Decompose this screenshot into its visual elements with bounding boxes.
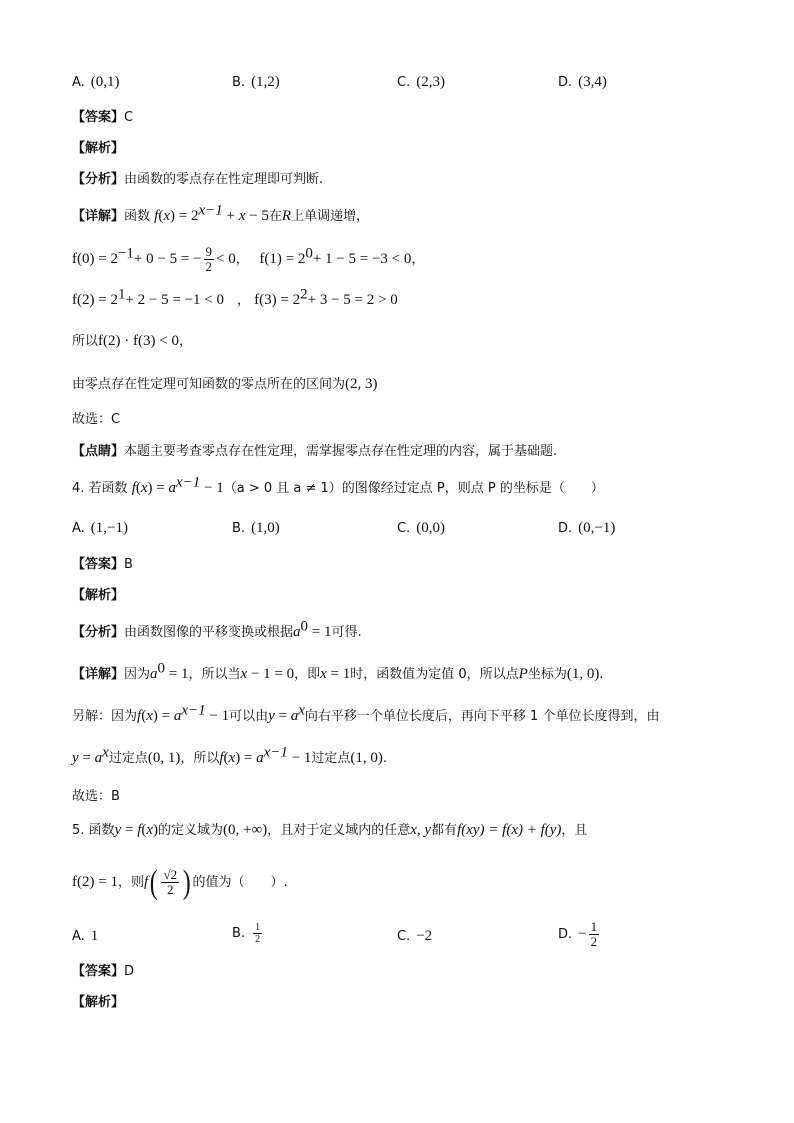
formula-part: − 5	[245, 208, 269, 224]
text: 由零点存在性定理可知函数的零点所在的区间为	[72, 377, 346, 392]
q4-alt-line2: $y = a^x$过定点(0, 1)，所以$f(x) = a^{x-1} - 1$过定点(1, 0).	[72, 744, 388, 766]
exponent: 0	[305, 245, 313, 262]
answer-tag: 【答案】	[72, 557, 125, 572]
formula-part: (	[223, 750, 229, 766]
option-label: A.	[72, 929, 85, 944]
fenxi-tag: 【分析】	[72, 172, 125, 187]
formula-part: = 1	[308, 624, 332, 640]
fenxi-tag: 【分析】	[72, 625, 125, 640]
formula-part: x	[240, 666, 248, 682]
option-value: 1	[90, 928, 99, 944]
option-value: (1,2)	[251, 74, 280, 90]
fraction	[161, 868, 179, 897]
q3-guxuan: 故选：C	[72, 412, 121, 427]
formula-part: f	[137, 822, 142, 838]
text: 另解：因为	[72, 709, 138, 724]
q5-option-b	[232, 920, 264, 948]
formula-part: x	[163, 208, 171, 224]
exponent: x	[298, 702, 305, 719]
q4-option-c	[397, 518, 445, 539]
formula-part: (	[158, 208, 164, 224]
dianjing-text: 本题主要考查零点存在性定理，需掌握零点存在性定理的内容，属于基础题.	[124, 444, 558, 459]
interval: (2, 3)	[345, 376, 378, 392]
formula-part: +	[222, 208, 239, 224]
exponent: 2	[300, 286, 308, 303]
formula-part: y	[72, 750, 79, 766]
formula-part: − 1 = 0	[247, 666, 295, 682]
option-label: A.	[72, 75, 85, 90]
formula-part: − 1	[200, 480, 224, 496]
formula-part: x	[228, 750, 236, 766]
option-label: B.	[232, 926, 246, 941]
fenxi-text: 由函数的零点存在性定理即可判断.	[124, 172, 324, 187]
formula-part: = 1	[326, 666, 351, 682]
q5-option-a	[72, 926, 98, 947]
formula-part: a	[293, 624, 301, 640]
formula-part: y	[114, 822, 122, 838]
formula-part: x	[146, 708, 153, 724]
answer-tag: 【答案】	[72, 110, 125, 125]
option-label: B.	[232, 521, 246, 536]
text: 所以	[72, 334, 99, 349]
text: 向右平移一个单位长度后，再向下平移 1 个单位长度得到，由	[304, 709, 660, 724]
exponent: x	[102, 744, 109, 761]
point-coords: (0, 1)	[147, 750, 181, 766]
formula-part: − 1	[287, 750, 312, 766]
formula-part: f(2) = 1	[72, 874, 118, 890]
point-coords: (1, 0)	[350, 750, 383, 766]
answer-value: D	[124, 964, 135, 979]
minus-sign: −	[578, 926, 587, 942]
q4-answer	[72, 555, 133, 575]
formula-part: (	[135, 480, 141, 496]
stem-text: 的值为（ ）.	[192, 875, 288, 890]
stem-text: ，且对于定义域内的任意	[267, 823, 411, 838]
option-value: (1,−1)	[90, 520, 128, 536]
formula-part: a	[94, 750, 103, 766]
option-value: (0,−1)	[578, 520, 616, 536]
denominator: 2	[167, 882, 174, 897]
stem-text: 5. 函数	[72, 823, 115, 838]
text: 上单调递增，	[291, 209, 370, 224]
formula-part: − 1	[205, 708, 230, 724]
formula-part: x	[238, 208, 246, 224]
exponent: 1	[117, 286, 126, 303]
stem-text: 都有	[431, 823, 458, 838]
exponent: x−1	[176, 474, 201, 491]
domain-interval: (0, +∞)	[223, 822, 268, 838]
option-value: (1,0)	[251, 520, 280, 536]
text: 由函数图像的平移变换或根据	[124, 625, 294, 640]
option-label: D.	[558, 75, 573, 90]
q3-answer	[72, 108, 133, 128]
answer-value: C	[124, 110, 134, 125]
q4-option-d	[558, 518, 615, 539]
formula-part: f	[137, 708, 142, 724]
q4-option-b	[232, 518, 280, 539]
q3-option-c	[397, 72, 445, 93]
stem-text: 的定义域为	[158, 823, 224, 838]
answer-tag: 【答案】	[72, 964, 125, 979]
paren: )	[182, 863, 191, 901]
stem-text: ，则	[117, 875, 144, 890]
formula-part: ) =	[235, 750, 257, 766]
exponent: x−1	[198, 202, 223, 219]
paren: (	[149, 863, 158, 901]
q4-xiangjie: 【详解】因为$a^0 = 1$，所以当x − 1 = 0，即x = 1时，函数值为定值 0，所以点P坐标为(1, 0).	[72, 660, 604, 682]
formula-part: a	[256, 750, 264, 766]
text: 在	[268, 209, 282, 224]
exponent: x−1	[263, 744, 288, 761]
text: ，所以	[180, 751, 220, 766]
q4-alt-line1	[72, 702, 660, 727]
exponent: −1	[117, 245, 134, 262]
q5-analysis-tag: 【解析】	[72, 995, 125, 1010]
q5-answer	[72, 962, 134, 982]
function-formula: f	[154, 208, 159, 224]
formula-part: = 1	[165, 666, 189, 682]
formula-part: f(0) = 2	[72, 251, 118, 267]
q3-fenxi	[72, 170, 323, 190]
formula-part: =	[78, 750, 95, 766]
formula-part: (	[141, 822, 147, 838]
answer-value: B	[124, 557, 133, 572]
option-label: A.	[72, 521, 85, 536]
q4-fenxi	[72, 618, 362, 643]
q4-guxuan: 故选：B	[72, 789, 120, 804]
exponent: 0	[300, 618, 309, 635]
variables: x, y	[410, 822, 432, 838]
text: 过定点	[311, 751, 351, 766]
q3-conclusion	[72, 374, 378, 395]
formula-part: =	[121, 822, 138, 838]
text: ，所以当	[188, 667, 241, 682]
fraction	[204, 245, 215, 274]
point-p: P	[518, 666, 528, 682]
q5-option-c	[397, 926, 432, 947]
numerator: 9	[205, 244, 213, 259]
formula-part: f(2) = 2	[72, 292, 118, 308]
text: 时，函数值为定值 0，所以点	[350, 667, 519, 682]
denominator: 2	[255, 934, 261, 945]
numerator: √2	[163, 867, 178, 882]
option-label: D.	[558, 521, 573, 536]
denominator: 2	[205, 259, 213, 274]
formula-part: x	[320, 666, 327, 682]
q4-analysis-tag: 【解析】	[72, 588, 125, 603]
formula-part: f(1) = 2	[259, 251, 306, 267]
formula-part: x	[140, 480, 148, 496]
formula-part: a	[168, 480, 176, 496]
option-value: (0,1)	[90, 74, 120, 90]
formula-part: ) =	[147, 480, 169, 496]
q5-option-d	[558, 916, 601, 953]
formula-part: f	[131, 480, 136, 496]
formula-part: =	[274, 708, 291, 724]
q3-dianjing	[72, 442, 557, 462]
stem-text: 4. 若函数	[72, 481, 128, 496]
option-label: C.	[397, 521, 411, 536]
stem-text: （a > 0 且 a ≠ 1）的图像经过定点 P，则点 P 的坐标是（ ）	[223, 481, 604, 496]
xiangjie-tag: 【详解】	[72, 209, 125, 224]
formula-part: a	[173, 708, 182, 724]
option-value: −2	[416, 928, 433, 944]
formula-part: f	[219, 750, 224, 766]
option-label: C.	[397, 75, 411, 90]
option-label: D.	[558, 927, 573, 942]
q3-f2-line: $f(2) = 2^1+ 2 - 5 = -1 < 0$ ， $f(3) = 2^2+ 3 - 5 = 2 > 0$	[72, 286, 398, 308]
formula-part: ) = 2	[170, 208, 199, 224]
stem-text: ，且	[561, 823, 588, 838]
text: 函数	[124, 209, 151, 224]
formula-part: < 0	[216, 251, 236, 267]
formula-part: + 1 − 5 = −3 < 0	[312, 251, 412, 267]
option-label: C.	[397, 929, 411, 944]
text: 可得.	[331, 625, 362, 640]
formula-part: + 3 − 5 = 2 > 0	[307, 292, 398, 308]
q3-xiangjie	[72, 202, 370, 227]
formula-part: f(2) · f(3) < 0	[98, 333, 179, 349]
numerator: 1	[255, 922, 261, 933]
formula-part: )	[153, 822, 159, 838]
set-r: R	[281, 208, 292, 224]
q3-option-d	[558, 72, 607, 93]
text: 坐标为	[527, 667, 567, 682]
fraction	[589, 920, 600, 949]
formula-part: ) =	[152, 708, 174, 724]
point-coords: (1, 0)	[566, 666, 600, 682]
text: 过定点	[108, 751, 148, 766]
denominator: 2	[590, 934, 598, 949]
formula-part: f(3) = 2	[254, 292, 301, 308]
option-label: B.	[232, 75, 246, 90]
text: ，即	[294, 667, 321, 682]
numerator: 1	[590, 919, 598, 934]
q3-option-a	[72, 72, 120, 93]
exponent: x−1	[181, 702, 206, 719]
formula-part: + 0 − 5 = −	[133, 251, 202, 267]
formula-part: (	[141, 708, 147, 724]
exponent: 0	[157, 660, 166, 677]
q5-stem-line2	[72, 862, 288, 903]
formula-part: a	[290, 708, 299, 724]
text: 因为	[124, 667, 151, 682]
q4-option-a	[72, 518, 128, 539]
option-value: (3,4)	[578, 74, 607, 90]
q3-option-b	[232, 72, 280, 93]
option-value: (2,3)	[416, 74, 445, 90]
q4-stem	[72, 474, 604, 499]
option-value: (0,0)	[416, 520, 445, 536]
q5-stem-line1	[72, 820, 587, 841]
dianjing-tag: 【点睛】	[72, 444, 125, 459]
formula-part: y	[268, 708, 275, 724]
xiangjie-tag: 【详解】	[72, 667, 125, 682]
text: 可以由	[229, 709, 269, 724]
formula-part: + 2 − 5 = −1 < 0	[125, 292, 225, 308]
formula-part: f	[143, 874, 149, 890]
formula-part: x	[146, 822, 154, 838]
fraction	[253, 922, 262, 945]
functional-equation: f(xy) = f(x) + f(y)	[457, 822, 562, 838]
q3-suoyi: 所以f(2) · f(3) < 0，	[72, 333, 192, 349]
q3-analysis-tag: 【解析】	[72, 141, 125, 156]
q3-f0-line: $f(0) = 2^{-1}+ 0 - 5$ = − $\frac{9}{2}$ < 0， $f(1) = 2^0+ 1 - 5 = -3 < 0$，	[72, 244, 425, 274]
formula-part: a	[150, 666, 158, 682]
